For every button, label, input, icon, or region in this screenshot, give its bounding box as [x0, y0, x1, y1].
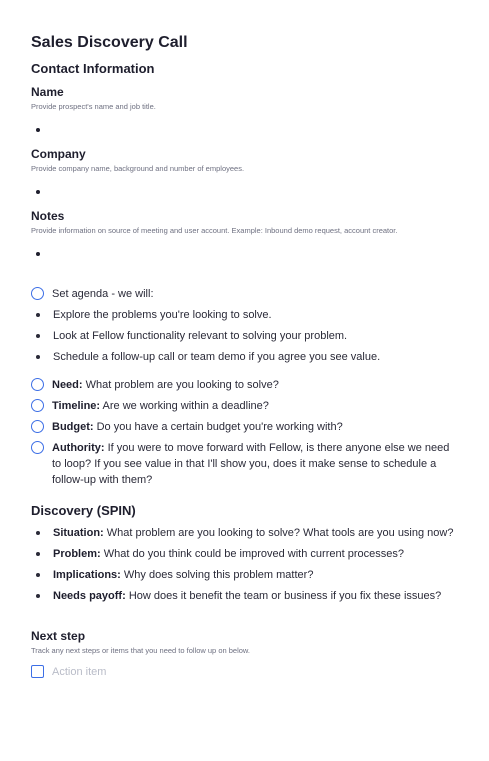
list-item [31, 525, 458, 541]
qualifier-text[interactable] [52, 377, 279, 393]
discovery-item-text[interactable] [53, 525, 453, 541]
bullet-icon [36, 531, 40, 535]
discovery-item-text[interactable] [53, 546, 404, 562]
action-item-checkbox[interactable] [31, 665, 44, 678]
notes-label: Notes [31, 209, 65, 223]
budget-radio[interactable] [31, 420, 44, 433]
need-radio[interactable] [31, 378, 44, 391]
company-help-text: Provide company name, background and number of employees. [31, 164, 245, 173]
name-help-text: Provide prospect's name and job title. [31, 102, 156, 111]
qualifier-question: Are we working within a deadline? [102, 400, 269, 412]
qualifier-label: Authority: [52, 442, 105, 454]
discovery-question: How does it benefit the team or business if you fix these issues? [128, 590, 442, 602]
agenda-radio[interactable] [31, 287, 44, 300]
list-item [31, 349, 458, 365]
agenda-item-text[interactable]: Schedule a follow-up call or team demo if you agree you see value. [53, 351, 381, 363]
list-item [31, 307, 458, 323]
bullet-icon [36, 334, 40, 338]
company-label: Company [31, 147, 86, 161]
bullet-icon [36, 594, 40, 598]
list-item [31, 588, 458, 604]
authority-radio[interactable] [31, 441, 44, 454]
notes-empty-bullet[interactable] [31, 244, 458, 264]
discovery-question: What problem are you looking to solve? What tools are you using now? [106, 527, 454, 539]
discovery-label: Implications: [53, 569, 121, 581]
document-title: Sales Discovery Call [31, 34, 188, 51]
action-item-input[interactable]: Action item [52, 666, 107, 678]
discovery-question: What do you think could be improved with current processes? [103, 548, 404, 560]
list-item [31, 328, 458, 344]
qualifier-budget [31, 419, 458, 435]
qualifier-timeline [31, 398, 458, 414]
qualifier-authority [31, 440, 458, 488]
agenda-item-text[interactable]: Look at Fellow functionality relevant to solving your problem. [53, 330, 348, 342]
qualifier-text[interactable] [52, 398, 269, 414]
action-item-row [31, 664, 458, 680]
qualifier-label: Budget: [52, 421, 94, 433]
agenda-talking-point [31, 286, 458, 302]
bullet-icon [36, 552, 40, 556]
bullet-icon [36, 355, 40, 359]
agenda-item-text[interactable]: Explore the problems you're looking to solve. [53, 309, 272, 321]
timeline-radio[interactable] [31, 399, 44, 412]
agenda-intro[interactable]: Set agenda - we will: [52, 288, 154, 300]
contact-information-heading: Contact Information [31, 61, 155, 76]
notes-help-text: Provide information on source of meeting and user account. Example: Inbound demo request, account creator. [31, 226, 398, 235]
discovery-item-text[interactable] [53, 588, 441, 604]
qualifier-text[interactable] [52, 440, 458, 488]
discovery-label: Needs payoff: [53, 590, 126, 602]
discovery-label: Situation: [53, 527, 104, 539]
qualifier-text[interactable] [52, 419, 343, 435]
name-empty-bullet[interactable] [31, 120, 458, 140]
discovery-question: Why does solving this problem matter? [123, 569, 314, 581]
discovery-label: Problem: [53, 548, 101, 560]
next-step-help-text: Track any next steps or items that you need to follow up on below. [31, 646, 251, 655]
bullet-icon [36, 573, 40, 577]
qualifier-question: What problem are you looking to solve? [85, 379, 279, 391]
qualifier-label: Need: [52, 379, 83, 391]
qualifier-question: Do you have a certain budget you're working with? [96, 421, 343, 433]
qualifier-need [31, 377, 458, 393]
list-item [31, 546, 458, 562]
next-step-heading: Next step [31, 629, 86, 643]
discovery-item-text[interactable] [53, 567, 313, 583]
bullet-icon [36, 313, 40, 317]
list-item [31, 567, 458, 583]
name-label: Name [31, 85, 64, 99]
qualifier-label: Timeline: [52, 400, 101, 412]
company-empty-bullet[interactable] [31, 182, 458, 202]
discovery-heading: Discovery (SPIN) [31, 503, 136, 518]
qualifier-question: If you were to move forward with Fellow, is there anyone else we need to loop? If you see value in that I'll show you, does it make sense to schedule a follow-up with them? [52, 442, 450, 486]
